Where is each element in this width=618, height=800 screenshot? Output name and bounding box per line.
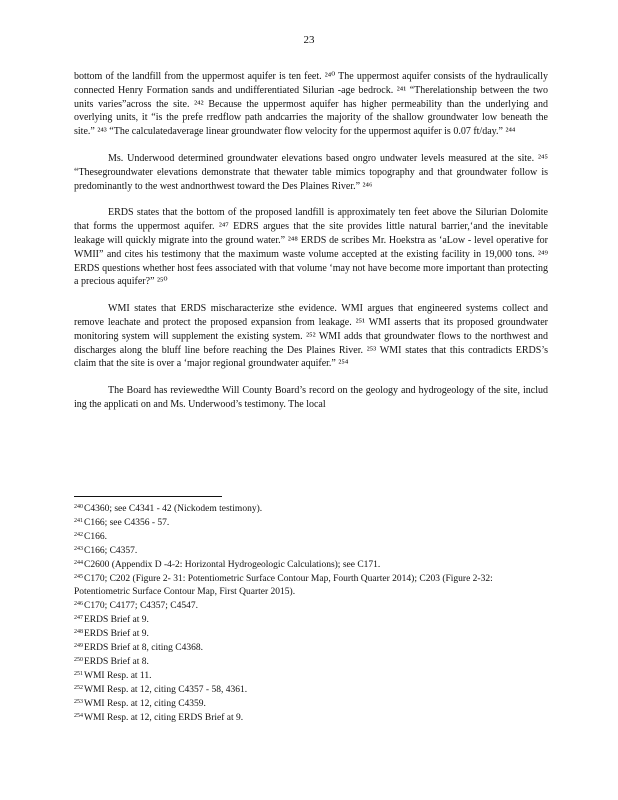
footnote-text: C2600 (Appendix D -4-2: Horizontal Hydrogeologic Calculations); see C171. [84,560,381,571]
footnote-item [74,598,548,612]
footnote-item [74,571,548,597]
footnote-number: 252 [74,685,83,692]
footnote-item [74,668,548,682]
footnote-item [74,501,548,515]
footnote-number: 251 [74,671,83,678]
footnote-number: 253 [74,699,83,706]
footnote-number: 249 [74,642,83,649]
footnote-number: 240 [74,504,83,510]
paragraph-board-review: The Board has reviewedthe Will County Board’s record on the geology and hydrogeology of the site, includ ing the applicati on and Ms. Underwood’s testimony. The local [74,385,548,410]
footnote-text: ERDS Brief at 9. [84,614,149,625]
footnote-text: ERDS Brief at 8. [84,657,149,668]
footnote-text: WMI Resp. at 12, citing C4357 - 58, 4361. [84,685,248,696]
footnote-item [74,654,548,668]
footnote-number: 245 [74,574,83,581]
footnote-number: 254 [74,713,83,720]
footnote-text: WMI Resp. at 12, citing C4359. [84,699,206,710]
footnote-item [74,682,548,696]
footnote-text: C166; C4357. [84,546,138,557]
footnote-text: ERDS Brief at 8, citing C4368. [84,642,204,653]
footnote-number: 244 [74,560,83,567]
footnote-item [74,612,548,626]
footnote-item [74,557,548,571]
footnote-divider [74,496,222,497]
paragraph-wmi-response: WMI states that ERDS mischaracterize sthe evidence. WMI argues that engineered systems collect and remove leachate and protect the proposed expansion from leakage. ²⁵¹ WMI asserts that its proposed groundwater monitoring system will supplement the existing system. ²⁵² WMI adds that groundwater flows to the northwest and discharges along the bluff line before reaching the Des Plaines River. ²⁵³ WMI states that this contradicts ERDS’s claim that the site is over a ‘major regional groundwater aquifer.” ²⁵⁴ [74,303,548,370]
footnote-text: C166; see C4356 - 57. [84,518,170,529]
footnote-number: 250 [74,657,83,664]
footnote-item [74,626,548,640]
page-number: 23 [303,34,315,46]
footnote-text: WMI Resp. at 12, citing ERDS Brief at 9. [84,713,244,724]
footnote-number: 247 [74,614,83,621]
footnote-item [74,515,548,529]
footnote-item [74,696,548,710]
footnote-number: 248 [74,628,83,635]
footnotes [74,501,548,725]
footnote-item [74,529,548,543]
footnote-text: C170; C4177; C4357; C4547. [84,600,199,611]
footnote-text: C4360; see C4341 - 42 (Nickodem testimony). [84,504,263,514]
paragraph-aquifer-description: bottom of the landfill from the uppermost aquifer is ten feet. ²⁴⁰ The uppermost aquifer consists of the hydraulically connected Henry Formation sands and undifferentiated Silurian -age bedrock. ²⁴¹ “Therelationship between the two units varies”across the site. ²⁴² Because the uppermost aquifer has higher permeability than the underlying and overlying units, it “is the prefe rredflow path andcarries the majority of the shallow groundwater low beneath the site.” ²⁴³ “The calculatedaverage linear groundwater flow velocity for the uppermost aquifer is 0.07 ft/day.” ²⁴⁴ [74,71,548,138]
footnote-text: ERDS Brief at 9. [84,628,149,639]
footnote-item [74,640,548,654]
footnote-number: 246 [74,600,83,607]
footnote-text: C166. [84,532,107,543]
paragraph-underwood-elevations: Ms. Underwood determined groundwater elevations based ongro undwater levels measured at the site. ²⁴⁵ “Thesegroundwater elevations demonstrate that thewater table mimics topography and that groundwater follow is predominantly to the west andnorthwest toward the Des Plaines River.” ²⁴⁶ [74,152,548,192]
footnote-number: 243 [74,546,83,553]
footnote-number: 241 [74,518,83,525]
footnote-number: 242 [74,532,83,539]
footnote-text: WMI Resp. at 11. [84,671,152,682]
body-text [74,70,548,425]
footnote-text: C170; C202 (Figure 2- 31: Potentiometric Surface Contour Map, Fourth Quarter 2014); C203 (Figure 2-32: Potentiometric Surface Contour Map, First Quarter 2015). [74,574,493,597]
paragraph-erds-arguments: ERDS states that the bottom of the proposed landfill is approximately ten feet above the Silurian Dolomite that forms the uppermost aquifer. ²⁴⁷ EDRS argues that the site provides little natural barrier,‘and the inevitable leakage will quickly migrate into the ground water.” ²⁴⁸ ERDS de scribes Mr. Hoekstra as ‘aLow - level operative for WMII” and cites his testimony that the maximum waste volume accepted at the existing facility in 19,000 tons. ²⁴⁹ ERDS questions whether host fees associated with that volume ‘may not have become more important than protecting a precious aquifer?” ²⁵⁰ [74,207,548,288]
footnote-item [74,710,548,724]
footnote-item [74,543,548,557]
